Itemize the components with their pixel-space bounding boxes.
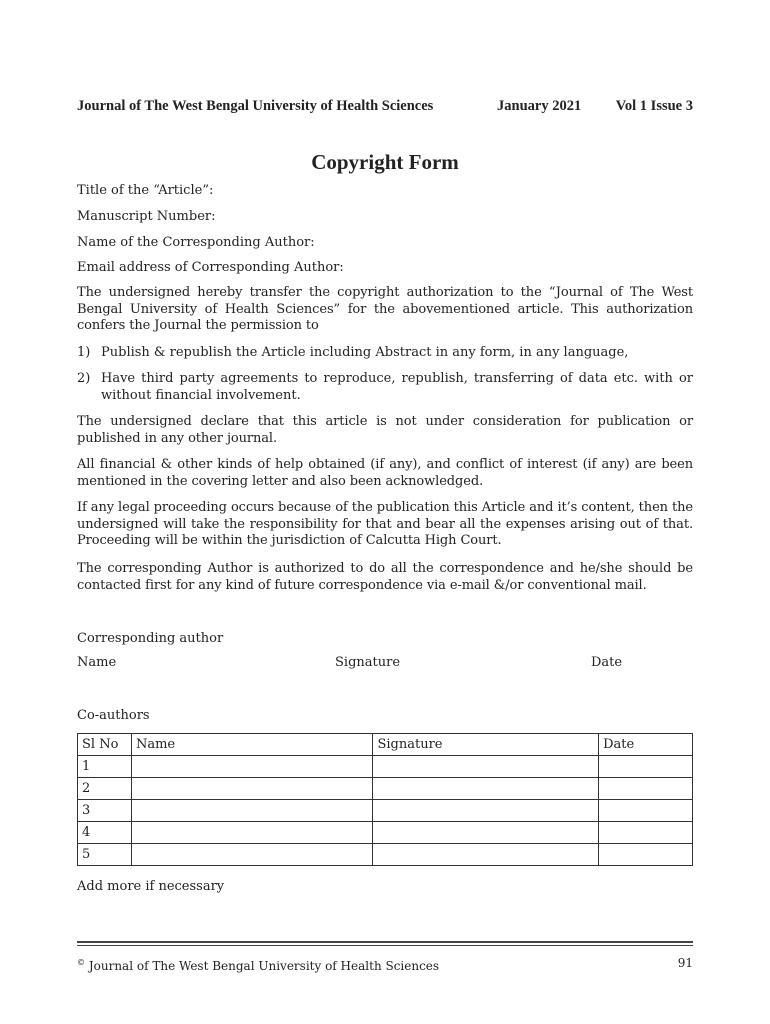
footer-journal-name: Journal of The West Bengal University of Health Sciences xyxy=(85,959,440,973)
corresponding-author-heading: Corresponding author xyxy=(77,631,224,646)
name-cell[interactable] xyxy=(131,800,373,822)
header-volume-issue: Vol 1 Issue 3 xyxy=(615,98,693,114)
declaration-paragraph: The undersigned declare that this article is not under consideration for publication or published in any other journal. xyxy=(77,414,693,446)
date-cell[interactable] xyxy=(599,844,693,866)
row-number: 1 xyxy=(78,756,132,778)
footer-divider xyxy=(77,941,693,943)
corresponding-author-email-field: Email address of Corresponding Author: xyxy=(77,260,344,275)
header-issue-date: January 2021 xyxy=(497,98,582,114)
permission-text: Have third party agreements to reproduce, republish, transferring of data etc. with or without financial involvement. xyxy=(101,371,693,403)
permission-text: Publish & republish the Article including Abstract in any form, in any language, xyxy=(101,345,629,360)
add-more-note: Add more if necessary xyxy=(77,879,225,894)
page-number: 91 xyxy=(677,956,693,970)
date-cell[interactable] xyxy=(599,822,693,844)
correspondence-paragraph: The corresponding Author is authorized to do all the correspondence and he/she should be contacted first for any kind of future correspondence via e-mail &/or conventional mail. xyxy=(77,561,693,593)
coauthors-table xyxy=(77,733,693,866)
column-header-signature: Signature xyxy=(373,734,599,756)
table-row xyxy=(78,756,693,778)
footer-copyright xyxy=(77,955,439,974)
row-number: 3 xyxy=(78,800,132,822)
date-cell[interactable] xyxy=(599,800,693,822)
table-row xyxy=(78,844,693,866)
row-number: 4 xyxy=(78,822,132,844)
permission-item-1 xyxy=(77,345,693,362)
copyright-transfer-paragraph: The undersigned hereby transfer the copyright authorization to the “Journal of The West Bengal University of Health Sciences” for the abovementioned article. This authorization confers the Journal the permission to xyxy=(77,285,693,333)
table-header-row xyxy=(78,734,693,756)
name-cell[interactable] xyxy=(131,778,373,800)
signature-cell[interactable] xyxy=(373,778,599,800)
legal-proceeding-paragraph: If any legal proceeding occurs because of the publication this Article and it’s content, then the undersigned will take the responsibility for that and bear all the expenses arising out of that. Proceeding will be within the jurisdiction of Calcutta High Court. xyxy=(77,500,693,548)
table-row xyxy=(78,822,693,844)
column-header-date: Date xyxy=(599,734,693,756)
permission-number: 1) xyxy=(77,345,91,360)
date-label: Date xyxy=(591,655,623,670)
page-title: Copyright Form xyxy=(311,150,459,174)
row-number: 2 xyxy=(78,778,132,800)
signature-label: Signature xyxy=(335,655,401,670)
name-cell[interactable] xyxy=(131,756,373,778)
date-cell[interactable] xyxy=(599,756,693,778)
signature-cell[interactable] xyxy=(373,844,599,866)
signature-cell[interactable] xyxy=(373,822,599,844)
permission-item-2 xyxy=(77,371,693,404)
table-row xyxy=(78,800,693,822)
row-number: 5 xyxy=(78,844,132,866)
date-cell[interactable] xyxy=(599,778,693,800)
header-journal-name: Journal of The West Bengal University of Health Sciences xyxy=(77,98,434,114)
signature-cell[interactable] xyxy=(373,800,599,822)
name-label: Name xyxy=(77,655,117,670)
column-header-sl-no: Sl No xyxy=(78,734,132,756)
copyright-symbol: © xyxy=(77,958,85,967)
name-cell[interactable] xyxy=(131,822,373,844)
financial-disclosure-paragraph: All financial & other kinds of help obtained (if any), and conflict of interest (if any) are been mentioned in the covering letter and also been acknowledged. xyxy=(77,457,693,489)
corresponding-author-name-field: Name of the Corresponding Author: xyxy=(77,235,315,250)
table-row xyxy=(78,778,693,800)
permission-number: 2) xyxy=(77,371,91,386)
name-cell[interactable] xyxy=(131,844,373,866)
manuscript-number-field: Manuscript Number: xyxy=(77,209,216,224)
footer-divider xyxy=(77,945,693,946)
column-header-name: Name xyxy=(131,734,373,756)
coauthors-heading: Co-authors xyxy=(77,708,150,723)
signature-cell[interactable] xyxy=(373,756,599,778)
article-title-field: Title of the “Article”: xyxy=(77,183,214,198)
